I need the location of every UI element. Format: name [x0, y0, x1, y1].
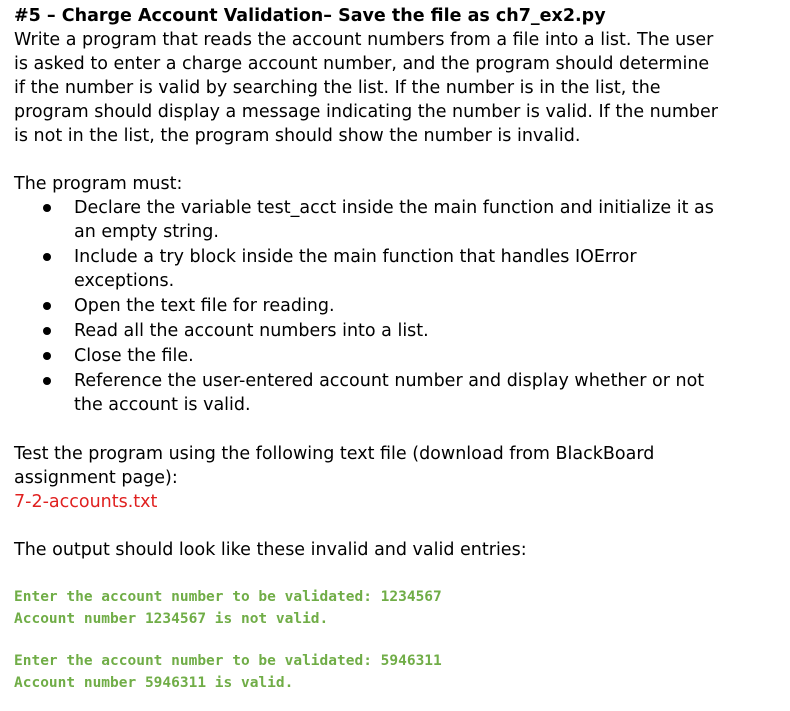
code-line: Account number 1234567 is not valid.	[14, 611, 329, 627]
test-line: assignment page):	[14, 468, 178, 488]
accounts-file-link[interactable]: 7-2-accounts.txt	[14, 492, 158, 512]
intro-line: is not in the list, the program should show the number is invalid.	[14, 126, 581, 146]
sample-output-invalid	[14, 586, 774, 630]
sample-output-valid	[14, 650, 774, 694]
requirements-heading: The program must:	[14, 174, 183, 194]
intro-line: Write a program that reads the account numbers from a file into a list. The user	[14, 30, 714, 50]
test-instructions	[14, 442, 774, 490]
bullet-icon	[43, 377, 51, 385]
requirement-text: an empty string.	[74, 222, 219, 242]
bullet-icon	[43, 302, 51, 310]
intro-line: program should display a message indicating the number is valid. If the number	[14, 102, 718, 122]
requirement-item	[14, 294, 774, 318]
intro-line: if the number is valid by searching the list. If the number is in the list, the	[14, 78, 661, 98]
assignment-document	[14, 5, 774, 694]
intro-paragraph	[14, 28, 774, 148]
requirement-item	[14, 344, 774, 368]
requirement-item	[14, 196, 774, 244]
code-line: Enter the account number to be validated: 5946311	[14, 653, 442, 669]
assignment-heading: #5 – Charge Account Validation– Save the file as ch7_ex2.py	[14, 6, 606, 26]
code-line: Account number 5946311 is valid.	[14, 675, 294, 691]
bullet-icon	[43, 253, 51, 261]
requirement-text: Close the file.	[74, 346, 194, 366]
test-line: Test the program using the following text file (download from BlackBoard	[14, 444, 655, 464]
requirement-item	[14, 369, 774, 417]
requirement-text: exceptions.	[74, 271, 175, 291]
bullet-icon	[43, 204, 51, 212]
output-intro: The output should look like these invalid and valid entries:	[14, 540, 527, 560]
requirement-text: Reference the user-entered account number and display whether or not	[74, 371, 705, 391]
requirements-list	[14, 196, 774, 417]
requirement-item	[14, 245, 774, 293]
bullet-icon	[43, 327, 51, 335]
code-line: Enter the account number to be validated: 1234567	[14, 589, 442, 605]
bullet-icon	[43, 352, 51, 360]
requirement-text: the account is valid.	[74, 395, 251, 415]
requirement-text: Read all the account numbers into a list.	[74, 321, 429, 341]
intro-line: is asked to enter a charge account number, and the program should determine	[14, 54, 710, 74]
requirement-text: Include a try block inside the main function that handles IOError	[74, 247, 637, 267]
requirement-text: Open the text file for reading.	[74, 296, 335, 316]
requirement-text: Declare the variable test_acct inside the main function and initialize it as	[74, 198, 714, 218]
requirement-item	[14, 319, 774, 343]
